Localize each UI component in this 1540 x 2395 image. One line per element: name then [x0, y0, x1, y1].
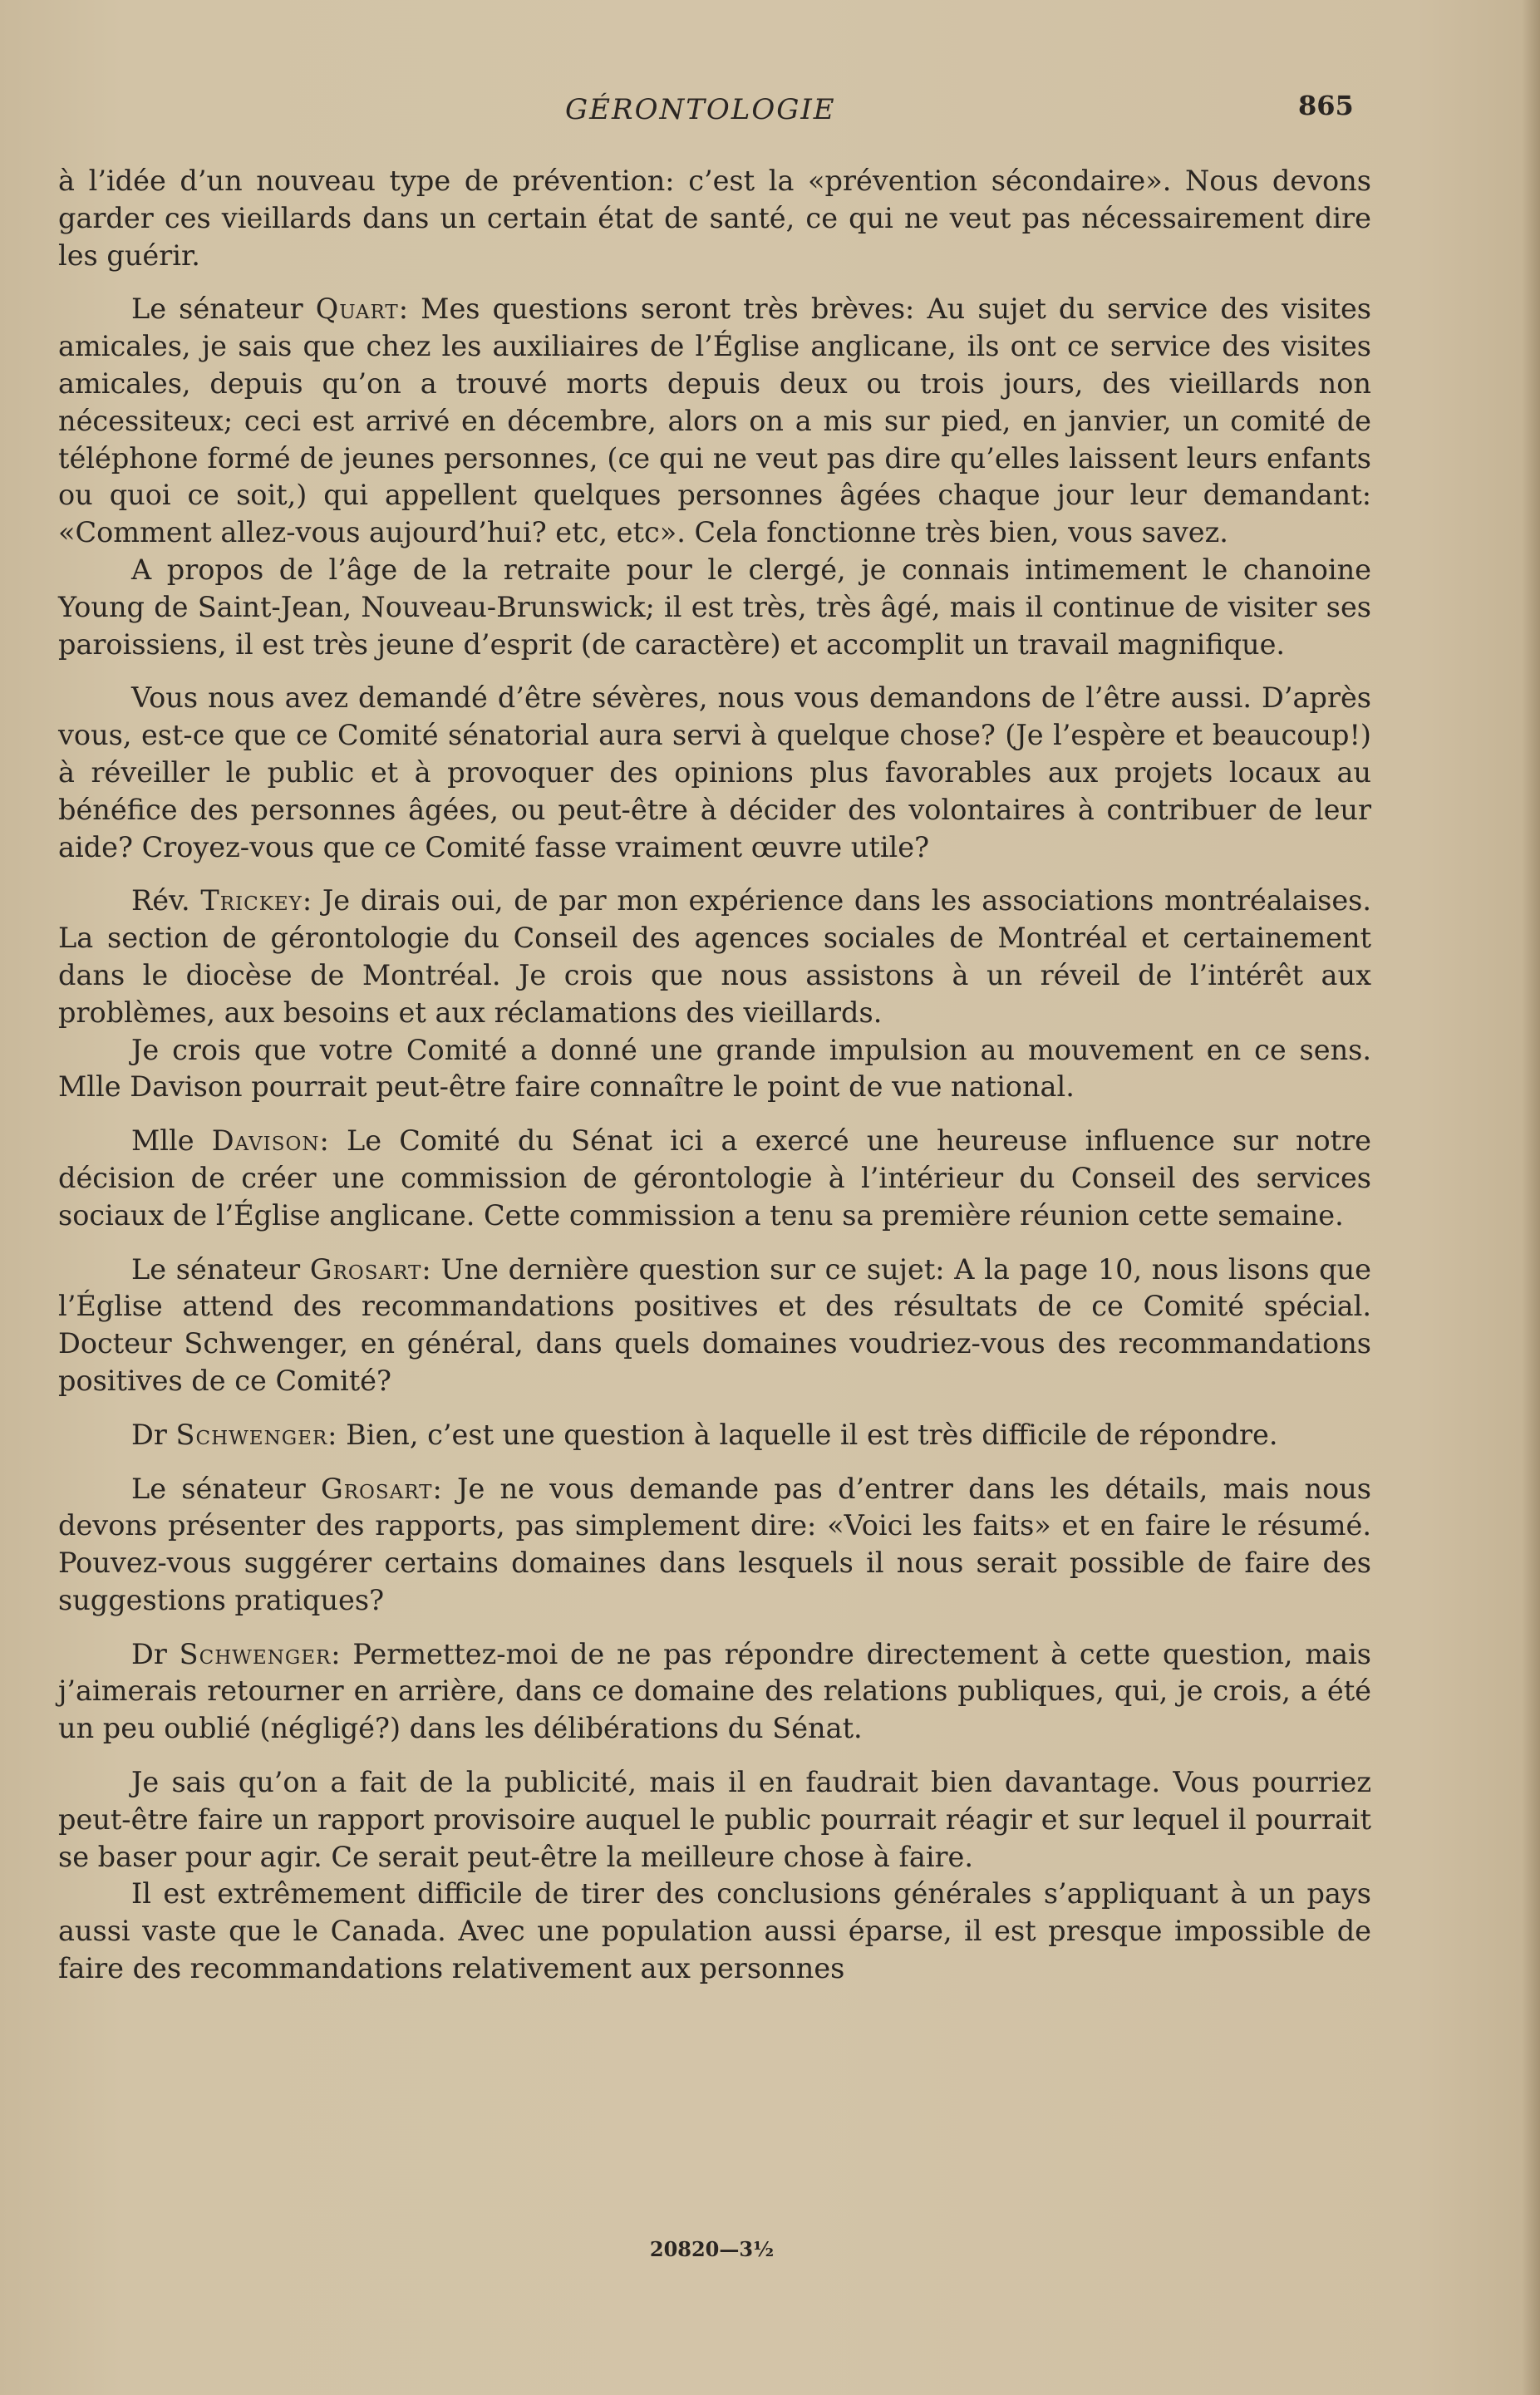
paragraph-2: Le sénateur Quart: Mes questions seront très brèves: Au sujet du service des visites amicales, je sais que chez les auxiliaires de l’Église anglicane, ils ont ce service des visites amicales, depuis qu’on a trouvé morts depuis deux ou trois jours, des vieillards non nécessiteux; ceci est arrivé en décembre, alors on a mis sur pied, en janvier, un comité de téléphone formé de jeunes personnes, (ce qui ne veut pas dire qu’elles laissent leurs enfants ou quoi ce soit,) qui appellent quelques personnes âgées chaque jour leur demandant: «Comment allez-vous aujourd’hui? etc, etc». Cela fonctionne très bien, vous savez. — [58, 293, 1372, 549]
speaker-name: Quart — [315, 293, 399, 326]
speaker-name: Grosart — [320, 1472, 433, 1505]
paragraph-6: Je crois que votre Comité a donné une grande impulsion au mouvement en ce sens. Mlle Davison pourrait peut-être faire connaître le point de vue national. — [58, 1033, 1371, 1104]
paragraph-7: Mlle Davison: Le Comité du Sénat ici a exercé une heureuse influence sur notre décision de créer une commission de gérontologie à l’intérieur du Conseil des services sociaux de l’Église anglicane. Cette commission a tenu sa première réunion cette semaine. — [58, 1124, 1371, 1232]
speaker-name: Davison — [211, 1124, 320, 1158]
page-header — [0, 90, 1540, 135]
running-title: GÉRONTOLOGIE — [565, 93, 836, 126]
paragraph-10: Le sénateur Grosart: Je ne vous demande pas d’entrer dans les détails, mais nous devons présenter des rapports, pas simplement dire: «Voici les faits» et en faire le résumé. Pouvez-vous suggérer certains domaines dans lesquels il nous serait possible de faire des suggestions pratiques? — [58, 1472, 1371, 1616]
speaker-name: Grosart — [309, 1252, 422, 1286]
paragraph-9: Dr Schwenger: Bien, c’est une question à laquelle il est très difficile de répondre. — [131, 1418, 1278, 1451]
paragraph-4: Vous nous avez demandé d’être sévères, nous vous demandons de l’être aussi. D’après vous, est-ce que ce Comité sénatorial aura servi à quelque chose? (Je l’espère et beaucoup!) à réveiller le public et à provoquer des opinions plus favorables aux projets locaux au bénéfice des personnes âgées, ou peut-être à décider des volontaires à contribuer de leur aide? Croyez-vous que ce Comité fasse vraiment œuvre utile? — [58, 681, 1371, 863]
paragraph-5: Rév. Trickey: Je dirais oui, de par mon expérience dans les associations montréalaises. La section de gérontologie du Conseil des agences sociales de Montréal et certainement dans le diocèse de Montréal. Je crois que nous assistons à un réveil de l’intérêt aux problèmes, aux besoins et aux réclamations des vieillards. — [58, 884, 1372, 1029]
signature-mark: 20820—3½ — [649, 2237, 775, 2261]
paragraph-8: Le sénateur Grosart: Une dernière question sur ce sujet: A la page 10, nous lisons que l’Église attend des recommandations positives et des résultats de ce Comité spécial. Docteur Schwenger, en général, dans quels domaines voudriez-vous des recommandations positives de ce Comité? — [58, 1252, 1371, 1397]
printer-signature — [0, 2237, 1540, 2261]
paragraph-12: Je sais qu’on a fait de la publicité, mais il en faudrait bien davantage. Vous pourriez peut-être faire un rapport provisoire auquel le public pourrait réagir et sur lequel il pourrait se baser pour agir. Ce serait peut-être la meilleure chose à faire. — [58, 1766, 1371, 1873]
speaker-name: Schwenger — [175, 1418, 328, 1451]
speaker-name: Schwenger — [179, 1637, 332, 1670]
paragraph-11: Dr Schwenger: Permettez-moi de ne pas répondre directement à cette question, mais j’aimerais retourner en arrière, dans ce domaine des relations publiques, qui, je crois, a été un peu oublié (négligé?) dans les délibérations du Sénat. — [58, 1637, 1371, 1745]
body-text — [58, 163, 1371, 1988]
page-edge-shadow — [1522, 0, 1540, 2395]
paragraph-3: A propos de l’âge de la retraite pour le clergé, je connais intimement le chanoine Young de Saint-Jean, Nouveau-Brunswick; il est très, très âgé, mais il continue de visiter ses paroissiens, il est très jeune d’esprit (de caractère) et accomplit un travail magnifique. — [58, 553, 1371, 661]
paragraph-13: Il est extrêmement difficile de tirer des conclusions générales s’appliquant à un pays aussi vaste que le Canada. Avec une population aussi éparse, il est presque impossible de faire des recommandations relativement aux personnes — [58, 1877, 1371, 1985]
speaker-name: Trickey — [200, 884, 303, 917]
page-number: 865 — [1298, 90, 1354, 121]
paragraph-1: à l’idée d’un nouveau type de prévention: c’est la «prévention sécondaire». Nous devons garder ces vieillards dans un certain état de santé, ce qui ne veut pas nécessairement dire les guérir. — [58, 165, 1371, 272]
